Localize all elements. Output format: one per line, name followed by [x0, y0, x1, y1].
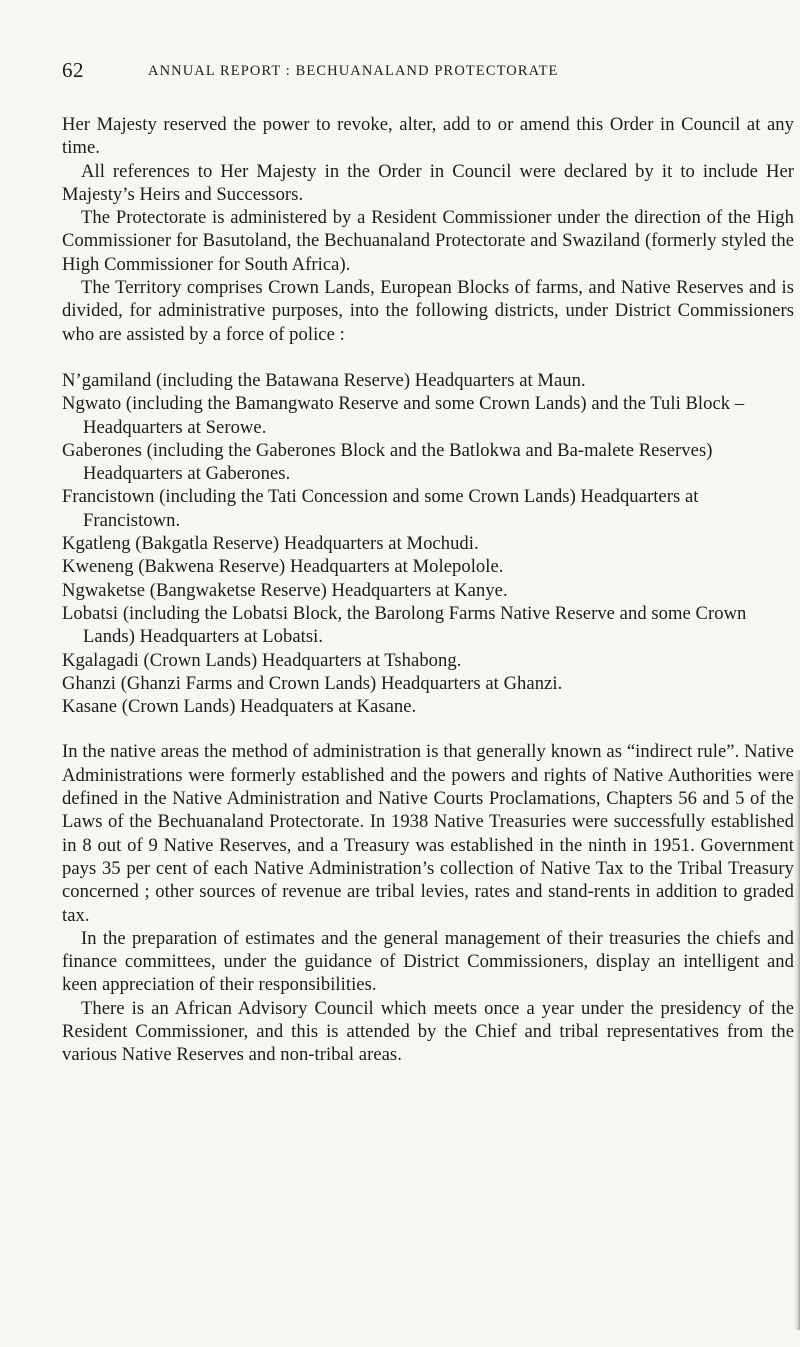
district-kgalagadi: Kgalagadi (Crown Lands) Headquarters at Tshabong.: [62, 649, 462, 671]
page-number: 62: [62, 58, 84, 82]
paragraph-administration: The Protectorate is administered by a Resident Commissioner under the direction of the High Commissioner for Basutoland, the Bechuanaland Protectorate and Swaziland (formerly styled the High Commissioner for South Africa).: [62, 207, 794, 275]
district-list: [62, 369, 794, 718]
district-kasane: Kasane (Crown Lands) Headquaters at Kasane.: [62, 696, 417, 718]
district-lobatsi: Lobatsi (including the Lobatsi Block, the Barolong Farms Native Reserve and some Crown Lands) Headquarters at Lobatsi.: [62, 602, 747, 648]
running-head: ANNUAL REPORT : BECHUANALAND PROTECTORATE: [148, 63, 559, 79]
district-ngwato: Ngwato (including the Bamangwato Reserve and some Crown Lands) and the Tuli Block – Headquarters at Serowe.: [62, 393, 745, 438]
paragraph-references: All references to Her Majesty in the Order in Council were declared by it to include Her Majesty’s Heirs and Successors.: [62, 160, 794, 205]
page-edge-shadow: [794, 770, 800, 1330]
district-ghanzi: Ghanzi (Ghanzi Farms and Crown Lands) Headquarters at Ghanzi.: [62, 672, 563, 694]
district-ngwaketse: Ngwaketse (Bangwaketse Reserve) Headquarters at Kanye.: [62, 579, 508, 601]
paragraph-advisory-council: There is an African Advisory Council which meets once a year under the presidency of the Resident Commissioner, and this is attended by the Chief and tribal representatives from the various Native Reserves and non-tribal areas.: [62, 997, 794, 1066]
district-francistown: Francistown (including the Tati Concession and some Crown Lands) Headquarters at Francistown.: [62, 486, 699, 531]
district-kgatleng: Kgatleng (Bakgatla Reserve) Headquarters at Mochudi.: [62, 533, 479, 555]
district-ngamiland: N’gamiland (including the Batawana Reserve) Headquarters at Maun.: [62, 369, 586, 391]
page-header: [62, 58, 780, 88]
district-kweneng: Kweneng (Bakwena Reserve) Headquarters at Molepolole.: [62, 556, 504, 578]
paragraph-territory: The Territory comprises Crown Lands, European Blocks of farms, and Native Reserves and is divided, for administrative purposes, into the following districts, under District Commissioners who are assisted by a force of police :: [62, 277, 794, 345]
paragraph-indirect-rule: In the native areas the method of administration is that generally known as “indirect rule”. Native Administrations were formerly established and the powers and rights of Native Authorities were defined in the Native Administration and Native Courts Proclamations, Chapters 56 and 5 of the Laws of the Bechuanaland Protectorate. In 1938 Native Treasuries were successfully established in 8 out of 9 Native Reserves, and a Treasury was established in the ninth in 1951. Government pays 35 per cent of each Native Administration’s collection of Native Tax to the Tribal Treasury concerned ; other sources of revenue are tribal levies, rates and stand-rents in addition to graded tax.: [62, 741, 794, 926]
paragraph-power-to-revoke: Her Majesty reserved the power to revoke, alter, add to or amend this Order in Council at any time.: [62, 114, 794, 159]
paragraph-estimates: In the preparation of estimates and the general management of their treasuries the chiefs and finance committees, under the guidance of District Commissioners, display an intelligent and keen appreciation of their responsibilities.: [62, 927, 794, 996]
body-text: [62, 113, 794, 1067]
district-gaberones: Gaberones (including the Gaberones Block and the Batlokwa and Ba-malete Reserves) Headquarters at Gaberones.: [62, 439, 713, 485]
